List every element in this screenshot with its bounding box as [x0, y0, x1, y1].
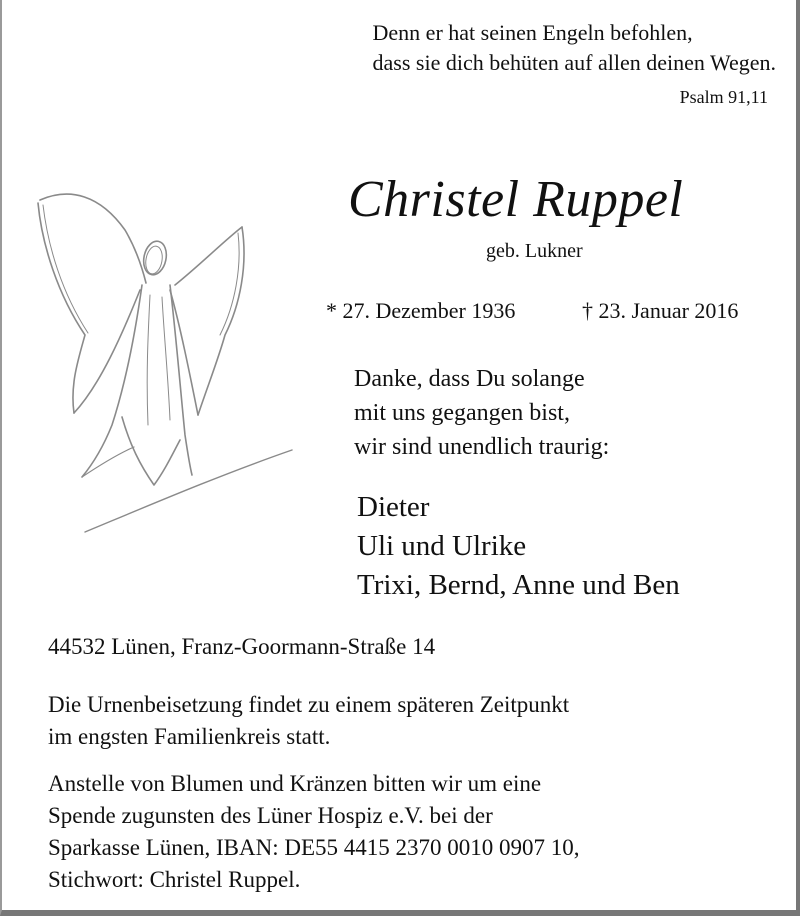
maiden-name: geb. Lukner: [486, 240, 583, 262]
donation-notice-line: Stichwort: Christel Ruppel.: [48, 867, 301, 892]
verse-reference: Psalm 91,11: [679, 87, 768, 107]
thanks-line: wir sind unendlich traurig:: [354, 434, 610, 460]
donation-notice: [48, 768, 580, 896]
bible-verse: [373, 18, 776, 78]
burial-notice-line: im engsten Familienkreis statt.: [48, 724, 331, 749]
birth-date: * 27. Dezember 1936: [326, 298, 516, 323]
donation-notice-line: Sparkasse Lünen, IBAN: DE55 4415 2370 0010 0907 10,: [48, 835, 580, 860]
death-date: † 23. Januar 2016: [582, 298, 739, 323]
angel-sketch-icon: [30, 185, 300, 540]
burial-notice-line: Die Urnenbeisetzung findet zu einem späteren Zeitpunkt: [48, 692, 570, 717]
donation-notice-line: Spende zugunsten des Lüner Hospiz e.V. bei der: [48, 803, 493, 828]
thanks-message: [354, 362, 609, 464]
verse-line: dass sie dich behüten auf allen deinen Wegen.: [372, 50, 776, 75]
family-member: Trixi, Bernd, Anne und Ben: [357, 569, 680, 601]
family-member: Uli und Ulrike: [357, 530, 527, 562]
deceased-name: Christel Ruppel: [348, 171, 684, 228]
burial-notice: [48, 689, 569, 753]
ground-line: [85, 450, 292, 532]
angel-head-icon: [141, 239, 170, 277]
thanks-line: Danke, dass Du solange: [354, 366, 585, 392]
family-member: Dieter: [357, 491, 430, 523]
thanks-line: mit uns gegangen bist,: [354, 400, 570, 426]
family-address: 44532 Lünen, Franz-Goormann-Straße 14: [48, 634, 436, 659]
verse-line: Denn er hat seinen Engeln befohlen,: [372, 20, 693, 45]
family-list: [357, 488, 680, 605]
donation-notice-line: Anstelle von Blumen und Kränzen bitten wir um eine: [48, 771, 542, 796]
